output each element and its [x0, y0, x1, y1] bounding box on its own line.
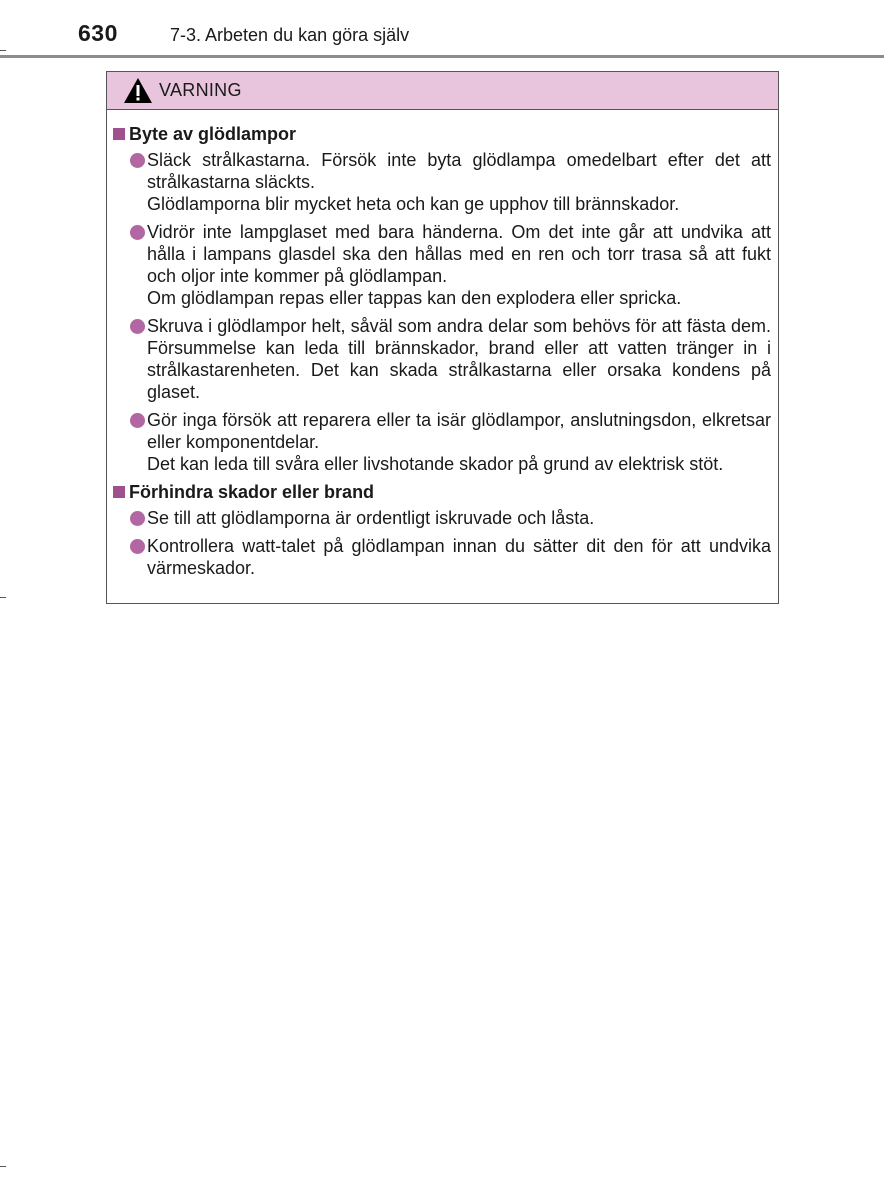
item-paragraph: Glödlamporna blir mycket heta och kan ge upphov till brännskador.	[147, 194, 680, 214]
item-paragraph: Se till att glödlamporna är ordentligt iskruvade och låsta.	[147, 508, 595, 528]
item-paragraph: Skruva i glödlampor helt, såväl som andra delar som behövs för att fästa dem. Försummelse kan leda till brännskador, brand eller att vatten tränger in i strålkastarenheten. Det kan skada strålkastarna eller orsaka kondens på glaset.	[147, 316, 771, 402]
sub-heading	[113, 123, 771, 145]
list-item	[113, 315, 771, 403]
item-paragraph: Släck strålkastarna. Försök inte byta glödlampa omedelbart efter det att strålkastarna släckts.	[147, 150, 771, 192]
round-bullet-icon	[130, 511, 145, 526]
square-bullet-icon	[113, 486, 125, 498]
round-bullet-icon	[130, 413, 145, 428]
sub-heading	[113, 481, 771, 503]
item-paragraph: Om glödlampan repas eller tappas kan den explodera eller spricka.	[147, 288, 682, 308]
warning-header	[107, 72, 778, 110]
crop-mark	[0, 597, 6, 598]
item-paragraph: Det kan leda till svåra eller livshotande skador på grund av elektrisk stöt.	[147, 454, 724, 474]
item-paragraph: Vidrör inte lampglaset med bara händerna. Om det inte går att undvika att hålla i lampans glasdel ska den hållas med en ren och torr trasa så att fukt och oljor inte kommer på glödlampan.	[147, 222, 771, 286]
sub-heading-text: Förhindra skador eller brand	[129, 482, 375, 502]
round-bullet-icon	[130, 225, 145, 240]
crop-mark	[0, 1166, 6, 1167]
item-paragraph: Kontrollera watt-talet på glödlampan innan du sätter dit den för att undvika värmeskador.	[147, 536, 771, 578]
item-paragraph: Gör inga försök att reparera eller ta isär glödlampor, anslutningsdon, elkretsar eller komponentdelar.	[147, 410, 771, 452]
sub-heading-text: Byte av glödlampor	[129, 124, 297, 144]
square-bullet-icon	[113, 128, 125, 140]
list-item	[113, 149, 771, 215]
section-title: 7-3. Arbeten du kan göra själv	[170, 25, 410, 45]
warning-triangle-icon	[123, 77, 153, 104]
list-item	[113, 221, 771, 309]
list-item	[113, 507, 771, 529]
warning-box	[106, 71, 779, 604]
round-bullet-icon	[130, 153, 145, 168]
round-bullet-icon	[130, 539, 145, 554]
page-number: 630	[78, 20, 118, 46]
header-rule	[0, 55, 884, 58]
warning-body	[107, 110, 778, 579]
round-bullet-icon	[130, 319, 145, 334]
crop-mark	[0, 50, 6, 51]
page-header	[0, 0, 884, 58]
warning-label: VARNING	[159, 80, 242, 100]
list-item	[113, 409, 771, 475]
list-item	[113, 535, 771, 579]
